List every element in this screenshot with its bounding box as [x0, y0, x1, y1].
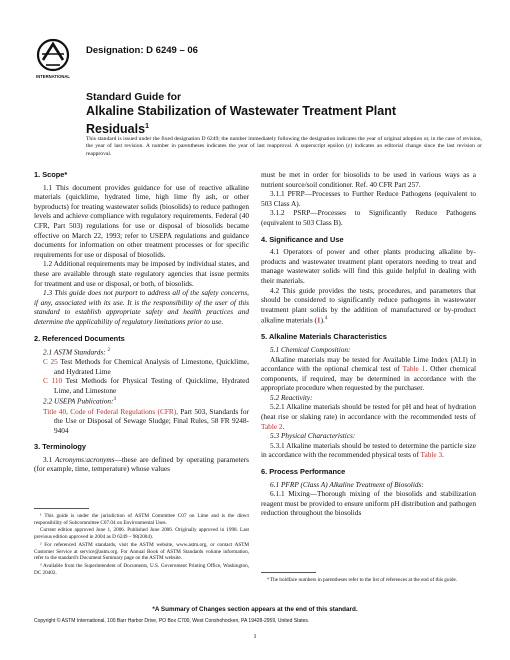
- para-1-1: 1.1 This document provides guidance for use of reactive alkaline materials (quicklime, hydrated lime, high lime fly ash, or other byproducts) for treating wastewater solids (biosolids) to reduce pathogen levels and achieve compliance with regulatory requirements. Federal (40 CFR, Part 503) regulations for use or disposal of biosolids became effective on March 22, 1993; refer to USEPA regulations and guidance documents for information on other treatment processes or for specific requirements for use or disposal of biosolids.: [34, 182, 249, 259]
- footnote-2: ² For referenced ASTM standards, visit the ASTM website, www.astm.org, or contact ASTM Customer Service at service@astm.org. For Annual Book of ASTM Standards volume information, refer to the standard's Document Summary page on the ASTM website.: [34, 541, 249, 562]
- reference-link-1[interactable]: 1: [316, 315, 321, 325]
- page-number: 1: [253, 633, 257, 640]
- para-4-2: 4.2 This guide provides the tests, procedures, and parameters that should be considered to significantly reduce pathogens in wastewater treatment plant solids by the addition of manufactured or by-product alkaline materials (1).$^4$: [261, 285, 476, 325]
- document-title: [86, 91, 486, 137]
- table-1-link[interactable]: Table 1: [402, 364, 426, 374]
- para-3-cont: must be met in order for biosolids to be used in various ways as a nutrient source/soil conditioner. Ref. 40 CFR Part 257.: [261, 170, 476, 189]
- astm-logo-icon: [34, 36, 72, 80]
- footnote-rule-right: [261, 572, 316, 573]
- designation: Designation: D 6249 – 06: [86, 45, 198, 56]
- para-6-1-1: 6.1.1 Mixing—Thorough mixing of the biosolids and stabilization reagent must be provided to ensure uniform pH distribution and pathogen reduction throughout the biosolids: [261, 489, 476, 518]
- footnote-4: ⁴ The boldface numbers in parentheses refer to the list of references at the end of this guide.: [267, 577, 458, 583]
- footnotes-right: [261, 572, 476, 585]
- para-5-2: 5.2 Reactivity:: [270, 392, 313, 402]
- astm-logo: [34, 36, 72, 80]
- reference-c110: C 110 Test Methods for Physical Testing of Quicklime, Hydrated Lime, and Limestone: [43, 376, 249, 395]
- footnote-1: ¹ This guide is under the jurisdiction of ASTM Committee C07 on Lime and is the direct responsibility of Subcommittee C07.04 on Environmental Uses.: [34, 513, 249, 526]
- section-2-heading: 2. Referenced Documents: [34, 333, 125, 343]
- footnote-rule: [34, 508, 89, 509]
- para-3-1: 3.1 Acronyms:acronyms—these are defined by operating parameters (for example, time, temperature) whose values: [34, 454, 249, 474]
- reference-link-cfr[interactable]: Title 40, Code of Federal Regulations (CFR),: [43, 406, 179, 416]
- para-5-1-text: Alkaline materials may be tested for Available Lime Index (ALI) in accordance with the optional chemical test of Table 1. Other chemical components, if required, may be determined in accordance with the appropriate procedure when requested by the purchaser.: [261, 354, 477, 393]
- footnotes-left: [34, 508, 249, 577]
- reference-link-c25[interactable]: C 25: [43, 357, 58, 367]
- summary-of-changes-note: *A Summary of Changes section appears at the end of this standard.: [152, 606, 358, 613]
- title-line-1: Standard Guide for: [86, 91, 182, 103]
- table-3-link[interactable]: Table 3: [420, 450, 443, 460]
- title-line-3: Residuals$^1$: [86, 122, 149, 137]
- para-2-2: 2.2 USEPA Publication:$^3$: [43, 396, 116, 406]
- section-5-heading: 5. Alkaline Materials Characteristics: [261, 332, 387, 342]
- reference-link-c110[interactable]: C 110: [43, 376, 63, 386]
- para-3-1-2: 3.1.2 PSRP—Processes to Significantly Reduce Pathogens (equivalent to 503 Class B).: [261, 208, 476, 227]
- footnote-3: ³ Available from the Superintendent of Documents, U.S. Government Printing Office, Washington, DC 20402.: [34, 562, 249, 576]
- adoption-notice: This standard is issued under the fixed designation D 6249; the number immediately following the designation indicates the year of original adoption or, in the case of revision, the year of last revision. A number in parentheses indicates the year of last reapproval. A superscript epsilon (ε) indicates an editorial change since the last revision or reapproval.: [86, 136, 482, 157]
- title-line-2: Alkaline Stabilization of Wastewater Treatment Plant: [86, 104, 397, 118]
- footnote-1b: Current edition approved June 1, 2006. Published June 2006. Originally approved in 1998. Last previous edition approved in 2004 as D 6249 – 98(2004).: [34, 527, 249, 541]
- para-3-1-1: 3.1.1 PFRP—Processes to Further Reduce Pathogens (equivalent to 503 Class A).: [261, 189, 476, 208]
- section-3-heading: 3. Terminology: [34, 442, 87, 452]
- svg-text:INTERNATIONAL: INTERNATIONAL: [36, 74, 70, 79]
- copyright-line: Copyright © ASTM International, 100 Barr Harbor Drive, PO Box C700, West Conshohocken, PA 19428-2959, United States.: [34, 618, 310, 624]
- section-1-heading: 1. Scope*: [34, 170, 68, 179]
- para-1-3: 1.3 This guide does not purport to address all of the safety concerns, if any, associated with its use. It is the responsibility of the user of this standard to establish appropriate safety and health practices and determine the applicability of regulatory limitations prior to use.: [34, 288, 249, 326]
- section-6-heading: 6. Process Performance: [261, 467, 346, 477]
- para-1-2: 1.2 Additional requirements may be imposed by individual states, and these are available through state regulatory agencies that issue permits for treatment and use or disposal, or both, of biosolids.: [34, 259, 249, 288]
- para-6-1: 6.1 PFRP (Class A) Alkaline Treatment of Biosolids:: [270, 479, 424, 489]
- reference-c25: C 25 Test Methods for Chemical Analysis of Limestone, Quicklime, and Hydrated Lime: [43, 357, 249, 376]
- para-5-2-1: 5.2.1 Alkaline materials should be tested for pH and heat of hydration (heat rise or slaking rate) in accordance with the recommended tests of Table 2.: [261, 402, 476, 431]
- right-column: [261, 170, 476, 518]
- left-column: [34, 170, 249, 474]
- para-5-3-1: 5.3.1 Alkaline materials should be tested to determine the particle size in accordance with the recommended physical tests of Table 3.: [261, 440, 476, 460]
- para-5-1: 5.1 Chemical Composition:: [270, 344, 351, 354]
- para-5-3: 5.3 Physical Characteristics:: [270, 431, 356, 441]
- para-2-1: 2.1 ASTM Standards: $^2$: [43, 347, 110, 357]
- para-4-1: 4.1 Operators of power and other plants producing alkaline by-products and wastewater treatment plant operators needing to treat and manage wastewater solids will find this guide helpful in dealing with their materials.: [261, 247, 476, 285]
- section-4-heading: 4. Significance and Use: [261, 234, 344, 244]
- table-2-link[interactable]: Table 2: [261, 421, 283, 431]
- reference-cfr: Title 40, Code of Federal Regulations (CFR), Part 503, Standards for the Use or Disposal of Sewage Sludge; Final Rules, 58 FR 9248-9404: [43, 406, 249, 435]
